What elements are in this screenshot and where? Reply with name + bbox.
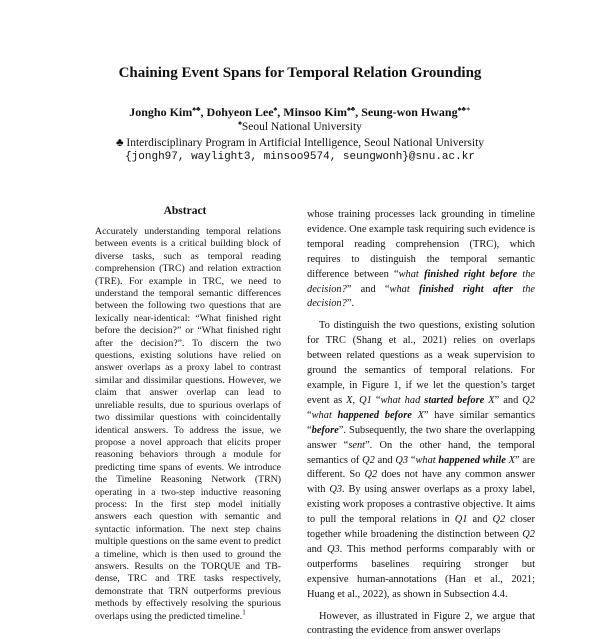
text-run: and bbox=[307, 543, 327, 555]
text-run: ” and “ bbox=[346, 283, 390, 295]
math-symbol: X bbox=[508, 454, 515, 466]
author-name: Seung-won Hwang bbox=[361, 105, 458, 119]
italic-run: sent bbox=[348, 439, 366, 451]
text-run: does not have any common answer with bbox=[307, 469, 535, 496]
paragraph: However, as illustrated in Figure 2, we argue that contrasting the evidence from answer overlaps bbox=[307, 610, 535, 637]
affiliation-1 bbox=[0, 121, 600, 133]
text-run: ”. On the other hand, the temporal semantics of bbox=[307, 439, 535, 466]
text-run: , bbox=[352, 394, 360, 406]
affiliation-mark: ♠ bbox=[238, 119, 242, 128]
text-run: closer together while broadening the distinction between bbox=[307, 514, 535, 541]
bold-italic-run: started before bbox=[424, 394, 485, 406]
text-run: and bbox=[374, 454, 396, 466]
footnote-mark: 1 bbox=[242, 608, 246, 617]
math-symbol: Q3 bbox=[329, 484, 343, 496]
math-symbol: Q2 bbox=[522, 394, 535, 406]
affiliation-text: Seoul National University bbox=[241, 121, 362, 133]
math-symbol: X bbox=[488, 394, 495, 406]
italic-run: what bbox=[415, 454, 439, 466]
affiliation-2 bbox=[0, 137, 600, 149]
math-symbol: Q1 bbox=[359, 394, 372, 406]
math-symbol: Q2 bbox=[492, 514, 506, 526]
italic-run: the decision? bbox=[307, 268, 536, 295]
author-name: Jongho Kim bbox=[129, 105, 193, 119]
abstract-text: Accurately understanding temporal relations between events is a critical building block of diverse tasks, such as temporal reading comprehension (TRC) and relation extraction (TRE). For example in TRC, we need to understand the temporal semantic differences between the following two questions that are lexically near-identical: “What finished right before the decision?” or “What finished right after the decision?”. To discern the two questions, existing solutions have relied on answer overlaps as a proxy label to contrast similar and dissimilar questions. However, we claim that answer overlap can lead to unreliable results, due to spurious overlaps of two dissimilar questions with coincidentally identical answers. To address the issue, we propose a novel approach that elicits proper reasoning behaviors through a module for predicting time spans of events. We introduce the Timeline Reasoning Network (TRN) operating in a two-step inductive reasoning process: In the first step model initially answers each question with semantic and syntactic information. The next step chains multiple questions on the same event to predict a timeline, which is then used to ground the answers. Results on the TORQUE and TB-dense, TRC and TRE tasks respectively, demonstrate that TRN outperforms previous methods by effectively resolving the spurious overlaps using the predicted timeline. bbox=[95, 226, 281, 622]
math-symbol: Q2 bbox=[364, 469, 378, 481]
text-run: ” have similar semantics “ bbox=[307, 409, 536, 436]
author-name: Minsoo Kim bbox=[283, 105, 347, 119]
author-affiliation-mark: ♠♣ bbox=[192, 105, 201, 113]
math-symbol: Q3 bbox=[326, 543, 340, 555]
author-name: Dohyeon Lee bbox=[206, 105, 274, 119]
bold-italic-run: before bbox=[311, 424, 339, 436]
paragraph bbox=[307, 208, 535, 312]
author-list: Jongho Kim♠♣, Dohyeon Lee♠, Minsoo Kim♠♣, Seung-won Hwang♠♣∗ bbox=[129, 105, 471, 119]
text-run: ” are different. So bbox=[307, 454, 536, 481]
math-symbol: X bbox=[417, 409, 424, 421]
affiliation-mark: ♣ bbox=[115, 137, 124, 149]
bold-italic-run: finished right after bbox=[418, 283, 514, 295]
affiliation-text: Interdisciplinary Program in Artificial Intelligence, Seoul National University bbox=[126, 137, 485, 149]
paper-title: Chaining Event Spans for Temporal Relation Grounding bbox=[118, 65, 482, 81]
italic-run: what bbox=[389, 283, 419, 295]
italic-run: what bbox=[311, 409, 338, 421]
text-run: “ bbox=[307, 409, 312, 421]
author-emails: {jongh97, waylight3, minsoo9574, seungwonh}@snu.ac.kr bbox=[125, 151, 475, 163]
author-affiliation-mark: ♠ bbox=[273, 105, 278, 113]
text-run: To distinguish the two questions, existing solution for TRC (Shang et al., 2021) relies on overlaps between related questions as a weak supervision to ground the semantics of temporal relations. For example, in Figure 1, if we let the question’s target event as bbox=[307, 320, 535, 406]
text-run: . This method performs comparably with or outperforms baselines requiring stronger but expensive human-annotations (Han et al., 2021; Huang et al., 2022), as shown in Subsection 4.4. bbox=[307, 543, 535, 600]
text-run: . By using answer overlaps as a proxy label, existing work proposes a contrastive objective. It aims to pull the temporal relations in bbox=[307, 484, 535, 526]
italic-run: what had bbox=[380, 394, 425, 406]
italic-run: what bbox=[398, 268, 425, 280]
paragraph bbox=[307, 319, 535, 602]
math-symbol: Q2 bbox=[522, 529, 535, 541]
math-symbol: Q2 bbox=[362, 454, 375, 466]
text-run: ” and bbox=[494, 394, 523, 406]
math-symbol: Q3 bbox=[395, 454, 409, 466]
bold-italic-run: finished right before bbox=[424, 268, 518, 280]
text-run: ”. bbox=[346, 298, 355, 310]
italic-run: the decision? bbox=[307, 283, 536, 310]
math-symbol: X bbox=[346, 394, 353, 406]
text-run: whose training processes lack grounding in timeline evidence. One example task requiring such evidence is temporal reading comprehension (TRC), which requires to distinguish the temporal semantic difference between “ bbox=[307, 209, 535, 280]
bold-italic-run: happened before bbox=[337, 409, 412, 421]
author-affiliation-mark: ♠♣ bbox=[346, 105, 356, 113]
bold-italic-run: happened while bbox=[438, 454, 506, 466]
math-symbol: Q1 bbox=[454, 514, 468, 526]
text-run: “ bbox=[371, 394, 381, 406]
abstract-heading: Abstract bbox=[163, 205, 207, 217]
author-affiliation-mark: ♠♣∗ bbox=[457, 105, 471, 113]
text-run: ”. Subsequently, the two share the overlapping answer “ bbox=[307, 424, 535, 451]
text-run: and bbox=[467, 514, 493, 526]
abstract-body bbox=[95, 226, 281, 623]
right-column-text bbox=[307, 208, 535, 639]
text-run: “ bbox=[408, 454, 416, 466]
